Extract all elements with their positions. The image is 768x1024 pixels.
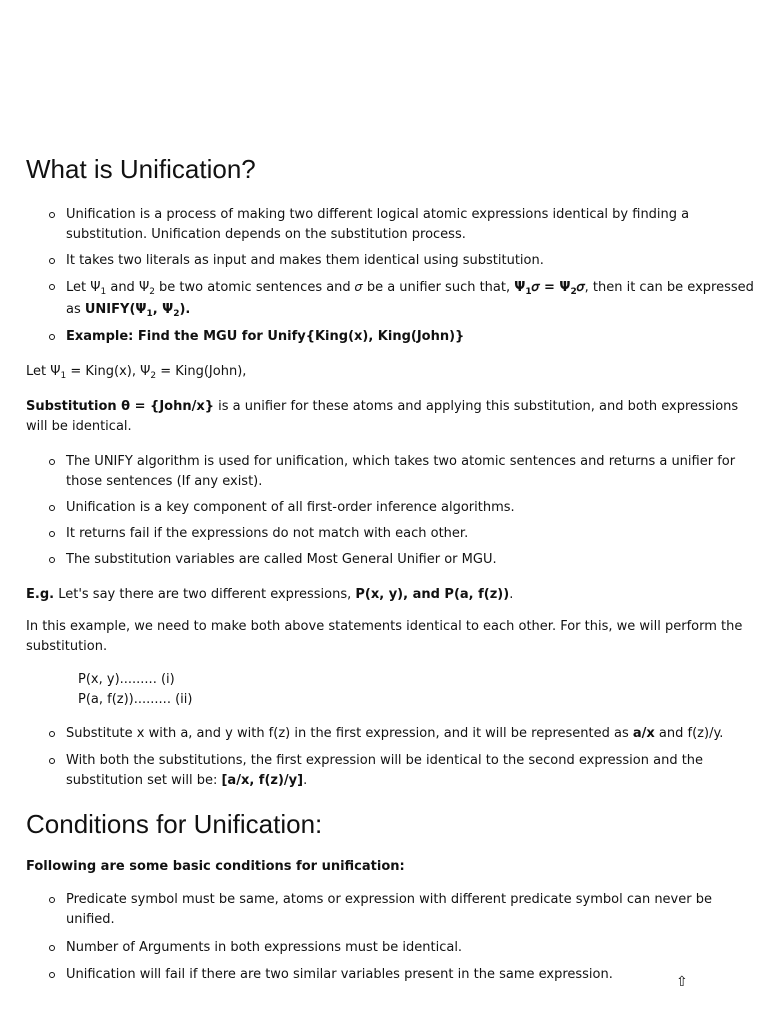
- unification-definition-list: [26, 205, 756, 347]
- list-item: Substitute x with a, and y with f(z) in the first expression, and it will be represented as a/x and f(z)/y.: [26, 724, 756, 744]
- let-line: Let $\Psi_1$ = King(x), $\Psi_2$ = King(John),: [26, 364, 247, 381]
- list-item: The UNIFY algorithm is used for unification, which takes two atomic sentences and returns a unifier for those sentences (If any exist).: [26, 452, 756, 492]
- substitution-paragraph: Substitution θ = {John/x} is a unifier for these atoms and applying this substitution, and both expressions will be identical.: [26, 399, 739, 434]
- section-title-what-is-unification: What is Unification?: [26, 154, 256, 184]
- list-item-psi-definition: Let $\Psi_1$ and $\Psi_2$ be two atomic sentences and 𝜎 be a unifier such that, $\Psi_1𝜎$ = $\Psi_2𝜎$, then it can be expressed as $UNIFY(\Psi_1$, $\Psi_2$).: [26, 277, 756, 321]
- list-item: Unification is a key component of all first-order inference algorithms.: [26, 498, 756, 518]
- conditions-intro: Following are some basic conditions for unification:: [26, 859, 405, 874]
- psi-equation: $\Psi_1𝜎$ = $\Psi_2𝜎$: [514, 280, 585, 297]
- list-item: The substitution variables are called Most General Unifier or MGU.: [26, 550, 756, 570]
- list-item: It returns fail if the expressions do not match with each other.: [26, 524, 756, 544]
- unify-algorithm-list: [26, 452, 756, 570]
- expression-line: P(x, y)......... (i): [78, 672, 175, 687]
- list-item-example: Example: Find the MGU for Unify{King(x), King(John)}: [26, 327, 756, 347]
- expression-line: P(a, f(z))......... (ii): [78, 692, 193, 707]
- list-item: Number of Arguments in both expressions must be identical.: [26, 938, 756, 958]
- list-item: With both the substitutions, the first expression will be identical to the second expression and the substitution set will be: [a/x, f(z)/y].: [26, 751, 756, 791]
- list-item: Unification will fail if there are two similar variables present in the same expression.: [26, 965, 756, 985]
- scroll-to-top-icon[interactable]: ⇧: [676, 974, 688, 990]
- section-title-conditions: Conditions for Unification:: [26, 809, 323, 839]
- list-item: Unification is a process of making two different logical atomic expressions identical by finding a substitution. Unification depends on the substitution process.: [26, 205, 756, 245]
- list-item: Predicate symbol must be same, atoms or expression with different predicate symbol can never be unified.: [26, 890, 756, 930]
- eg-paragraph: E.g. Let's say there are two different expressions, P(x, y), and P(a, f(z)).: [26, 587, 514, 602]
- example-paragraph: In this example, we need to make both above statements identical to each other. For this, we will perform the substitution.: [26, 619, 743, 654]
- unify-expression: $UNIFY(\Psi_1$, $\Psi_2$).: [84, 302, 191, 319]
- substitution-steps-list: [26, 724, 756, 791]
- list-item: It takes two literals as input and makes them identical using substitution.: [26, 251, 756, 271]
- expressions-block: [26, 670, 768, 710]
- conditions-list: [26, 890, 756, 985]
